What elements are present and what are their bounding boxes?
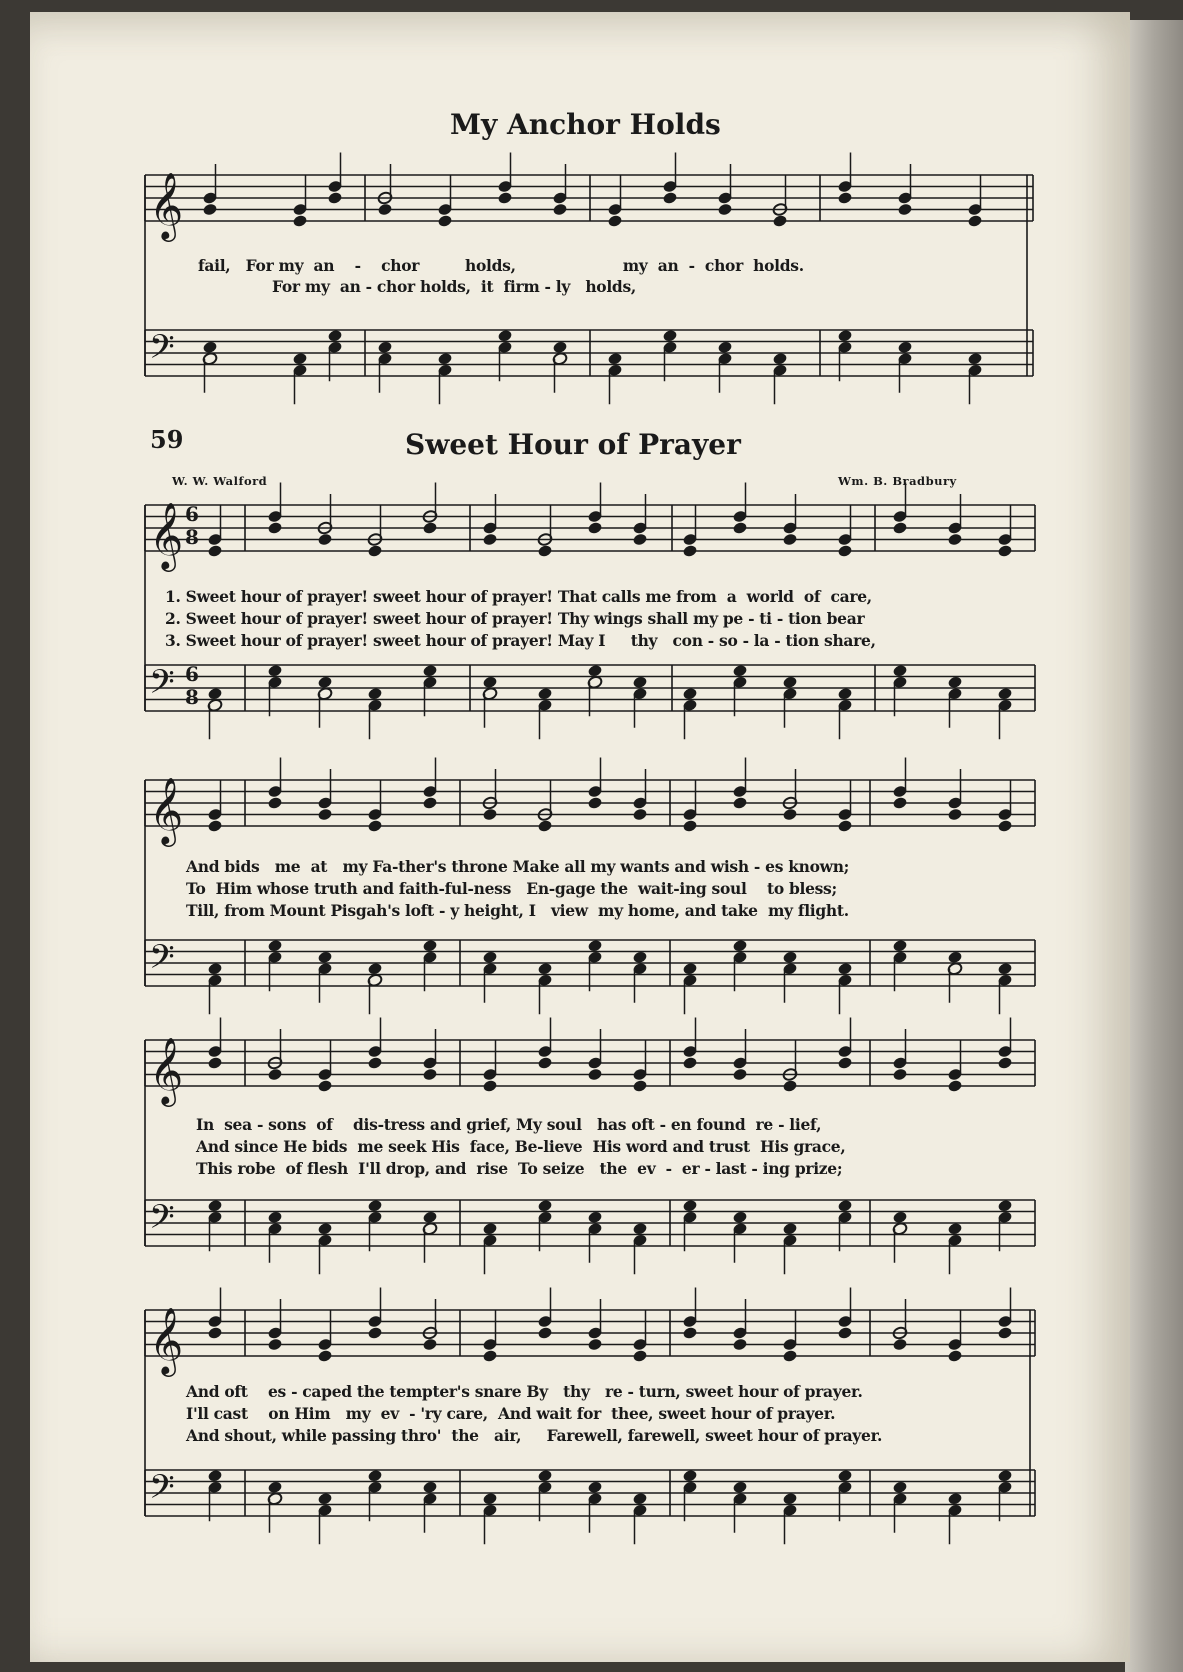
note-head [207,687,223,701]
note-head [267,521,283,535]
note-head [837,544,853,558]
note-head [267,796,283,810]
note-head [537,1199,553,1213]
note-head [317,950,333,964]
note-head [537,962,553,976]
time-signature: 8 [185,525,199,549]
note-head [892,1338,908,1352]
note-head [437,352,453,366]
note-head [947,950,963,964]
note-head [732,796,748,810]
note-head [607,214,623,228]
note-head [587,1210,603,1224]
note-head [997,544,1013,558]
note-head [317,1349,333,1363]
hymn-title-my-anchor-holds: My Anchor Holds [450,108,721,141]
note-head [782,675,798,689]
bass-clef: 𝄢 [149,328,175,375]
verse-3-line: 3. Sweet hour of prayer! sweet hour of prayer! May I thy con - so - la - tion share, [165,631,876,650]
note-head [537,819,553,833]
note-head [947,533,963,547]
note-head [422,939,438,953]
lyricist-credit: W. W. Walford [172,474,268,488]
note-head [207,1056,223,1070]
note-head [947,1349,963,1363]
note-head [267,1480,283,1494]
note-head [732,1068,748,1082]
note-head [367,1326,383,1340]
note-head [552,340,568,354]
note-head [837,819,853,833]
note-head [207,1199,223,1213]
verse-2-line: 2. Sweet hour of prayer! sweet hour of prayer! Thy wings shall my pe - ti - tion bear [165,609,865,628]
note-head [732,1480,748,1494]
note-head [207,544,223,558]
verse-3-line: And shout, while passing thro' the air, Farewell, farewell, sweet hour of prayer. [186,1426,883,1445]
note-head [772,352,788,366]
time-signature: 6 [185,662,199,686]
verse-2-line: I'll cast on Him my ev - 'ry care, And wait for thee, sweet hour of prayer. [186,1404,836,1423]
note-head [537,1326,553,1340]
note-head [837,1199,853,1213]
note-head [632,1222,648,1236]
treble-clef: 𝄞 [149,1306,184,1374]
note-head [587,1068,603,1082]
note-head [422,1338,438,1352]
note-head [317,1222,333,1236]
note-head [947,1222,963,1236]
note-head [682,1469,698,1483]
note-head [967,214,983,228]
note-head [682,1199,698,1213]
note-head [317,533,333,547]
note-head [317,1079,333,1093]
note-head [367,544,383,558]
note-head [207,1469,223,1483]
note-head [837,1326,853,1340]
note-head [482,533,498,547]
note-head [422,796,438,810]
note-head [292,352,308,366]
note-head [682,1326,698,1340]
note-head [997,1326,1013,1340]
note-head [782,1349,798,1363]
note-head [317,1492,333,1506]
note-head [607,352,623,366]
note-head [997,819,1013,833]
note-head [552,203,568,217]
composer-credit: Wm. B. Bradbury [838,474,957,488]
note-head [717,340,733,354]
note-head [837,191,853,205]
note-head [317,675,333,689]
note-head [367,819,383,833]
note-head [367,1469,383,1483]
note-head [632,675,648,689]
note-head [202,340,218,354]
note-head [897,340,913,354]
note-head [837,1469,853,1483]
lyric-line: For my an - chor holds, it firm - ly holds, [272,277,636,296]
note-head [997,687,1013,701]
note-head [292,214,308,228]
note-head [537,687,553,701]
note-head [497,329,513,343]
note-head [892,1480,908,1494]
note-head [267,939,283,953]
note-head [632,808,648,822]
verse-2-line: And since He bids me seek His face, Be-lieve His word and trust His grace, [196,1137,846,1156]
note-head [732,664,748,678]
note-head [537,1056,553,1070]
note-head [537,1469,553,1483]
verse-1-line: In sea - sons of dis-tress and grief, My soul has oft - en found re - lief, [196,1115,822,1134]
note-head [587,664,603,678]
note-head [837,962,853,976]
bass-clef: 𝄢 [149,1198,175,1245]
lyric-line: fail, For my an - chor holds, my an - chor holds. [198,256,804,275]
note-head [422,521,438,535]
note-head [632,1492,648,1506]
note-head [267,1338,283,1352]
bass-clef: 𝄢 [149,938,175,985]
note-head [367,1056,383,1070]
bass-clef: 𝄢 [149,663,175,710]
note-head [682,1056,698,1070]
note-head [632,1079,648,1093]
note-head [482,950,498,964]
note-head [587,1480,603,1494]
verse-1-line: And oft es - caped the tempter's snare By thy re - turn, sweet hour of prayer. [186,1382,863,1401]
note-head [267,1068,283,1082]
note-head [327,191,343,205]
note-head [632,950,648,964]
treble-clef: 𝄞 [149,171,184,239]
note-head [892,1068,908,1082]
note-head [587,796,603,810]
hymn-title-sweet-hour-of-prayer: Sweet Hour of Prayer [405,428,741,461]
note-head [732,1210,748,1224]
note-head [892,796,908,810]
note-head [947,808,963,822]
treble-clef: 𝄞 [149,776,184,844]
note-head [422,1210,438,1224]
note-head [682,544,698,558]
note-head [892,1210,908,1224]
note-head [497,191,513,205]
note-head [662,191,678,205]
note-head [772,214,788,228]
note-head [377,203,393,217]
note-head [587,521,603,535]
verse-1-line: And bids me at my Fa-ther's throne Make all my wants and wish - es known; [186,857,850,876]
note-head [782,1079,798,1093]
note-head [717,203,733,217]
verse-2-line: To Him whose truth and faith-ful-ness En-gage the wait-ing soul to bless; [186,879,837,898]
note-head [632,533,648,547]
hymn-number: 59 [150,425,184,454]
note-head [587,1338,603,1352]
note-head [482,675,498,689]
note-head [587,939,603,953]
note-head [207,819,223,833]
note-head [782,808,798,822]
verse-3-line: Till, from Mount Pisgah's loft - y height, I view my home, and take my flight. [186,901,849,920]
note-head [327,329,343,343]
note-head [892,939,908,953]
note-head [997,962,1013,976]
time-signature: 8 [185,685,199,709]
time-signature: 6 [185,502,199,526]
note-head [947,1079,963,1093]
note-head [537,544,553,558]
note-head [482,1349,498,1363]
note-head [267,664,283,678]
note-head [947,675,963,689]
verse-1-line: 1. Sweet hour of prayer! sweet hour of prayer! That calls me from a world of care, [165,587,872,606]
note-head [437,214,453,228]
note-head [367,687,383,701]
note-head [482,1222,498,1236]
note-head [892,664,908,678]
note-head [782,950,798,964]
note-head [997,1199,1013,1213]
note-head [482,1079,498,1093]
note-head [422,1068,438,1082]
note-head [837,687,853,701]
note-head [682,819,698,833]
note-head [997,1056,1013,1070]
note-head [367,962,383,976]
note-head [782,1492,798,1506]
note-head [482,1492,498,1506]
note-head [377,340,393,354]
bass-clef: 𝄢 [149,1468,175,1515]
note-head [682,962,698,976]
verse-3-line: This robe of flesh I'll drop, and rise To seize the ev - er - last - ing prize; [196,1159,843,1178]
treble-clef: 𝄞 [149,501,184,569]
note-head [782,533,798,547]
note-head [367,1199,383,1213]
note-head [997,1469,1013,1483]
note-head [682,687,698,701]
note-head [482,808,498,822]
note-head [782,1222,798,1236]
note-head [202,203,218,217]
treble-clef: 𝄞 [149,1036,184,1104]
note-head [837,329,853,343]
note-head [837,1056,853,1070]
note-head [422,1480,438,1494]
note-head [967,352,983,366]
note-head [892,521,908,535]
note-head [632,1349,648,1363]
note-head [422,664,438,678]
note-head [267,1210,283,1224]
note-head [207,962,223,976]
note-head [662,329,678,343]
note-head [947,1492,963,1506]
note-head [897,203,913,217]
note-head [732,939,748,953]
note-head [732,1338,748,1352]
note-head [732,521,748,535]
note-head [207,1326,223,1340]
note-head [317,808,333,822]
